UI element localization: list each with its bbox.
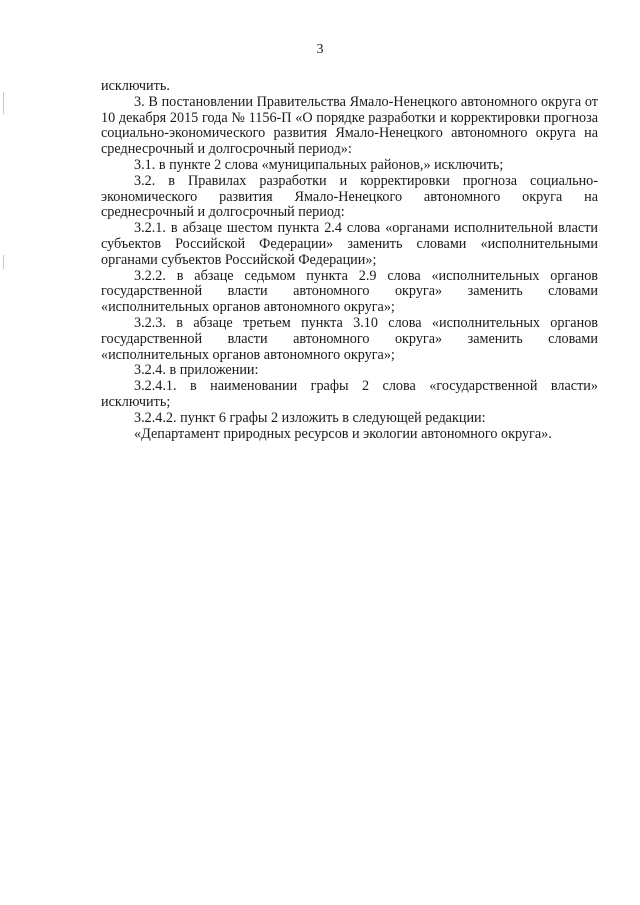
- paragraph-item-3-1: 3.1. в пункте 2 слова «муниципальных районов,» исключить;: [134, 156, 504, 173]
- paragraph-continuation: исключить.: [101, 78, 170, 94]
- scan-edge-mark-top: [3, 92, 4, 114]
- page-number: 3: [316, 42, 324, 57]
- document-body: [101, 79, 598, 442]
- paragraph-item-3-2-4-2: 3.2.4.2. пункт 6 графы 2 изложить в следующей редакции:: [134, 409, 486, 426]
- paragraph-item-3-2-4-1: 3.2.4.1. в наименовании графы 2 слова «государственной власти» исключить;: [101, 378, 598, 410]
- paragraph-item-3-2-2: 3.2.2. в абзаце седьмом пункта 2.9 слова «исполнительных органов государственной власти автономного округа» заменить словами «исполнительных органов автономного округа»;: [101, 267, 598, 316]
- paragraph-item-3: 3. В постановлении Правительства Ямало-Ненецкого автономного округа от 10 декабря 2015 года № 1156-П «О порядке разработки и корректировки прогноза социально-экономического развития Ямало-Ненецкого автономного округа на среднесрочный и долгосрочный период»:: [101, 93, 598, 158]
- paragraph-quoted-department: «Департамент природных ресурсов и экологии автономного округа».: [134, 425, 552, 442]
- paragraph-item-3-2: 3.2. в Правилах разработки и корректировки прогноза социально-экономического развития Ямало-Ненецкого автономного округа на среднесрочный и долгосрочный период:: [101, 172, 598, 221]
- scan-edge-mark-mid: [3, 255, 4, 269]
- paragraph-item-3-2-4: 3.2.4. в приложении:: [134, 362, 259, 379]
- paragraph-item-3-2-3: 3.2.3. в абзаце третьем пункта 3.10 слова «исполнительных органов государственной власти автономного округа» заменить словами «исполнительных органов автономного округа»;: [101, 314, 598, 363]
- paragraph-item-3-2-1: 3.2.1. в абзаце шестом пункта 2.4 слова «органами исполнительной власти субъектов Российской Федерации» заменить словами «исполнительными органами субъектов Российской Федерации»;: [101, 220, 598, 268]
